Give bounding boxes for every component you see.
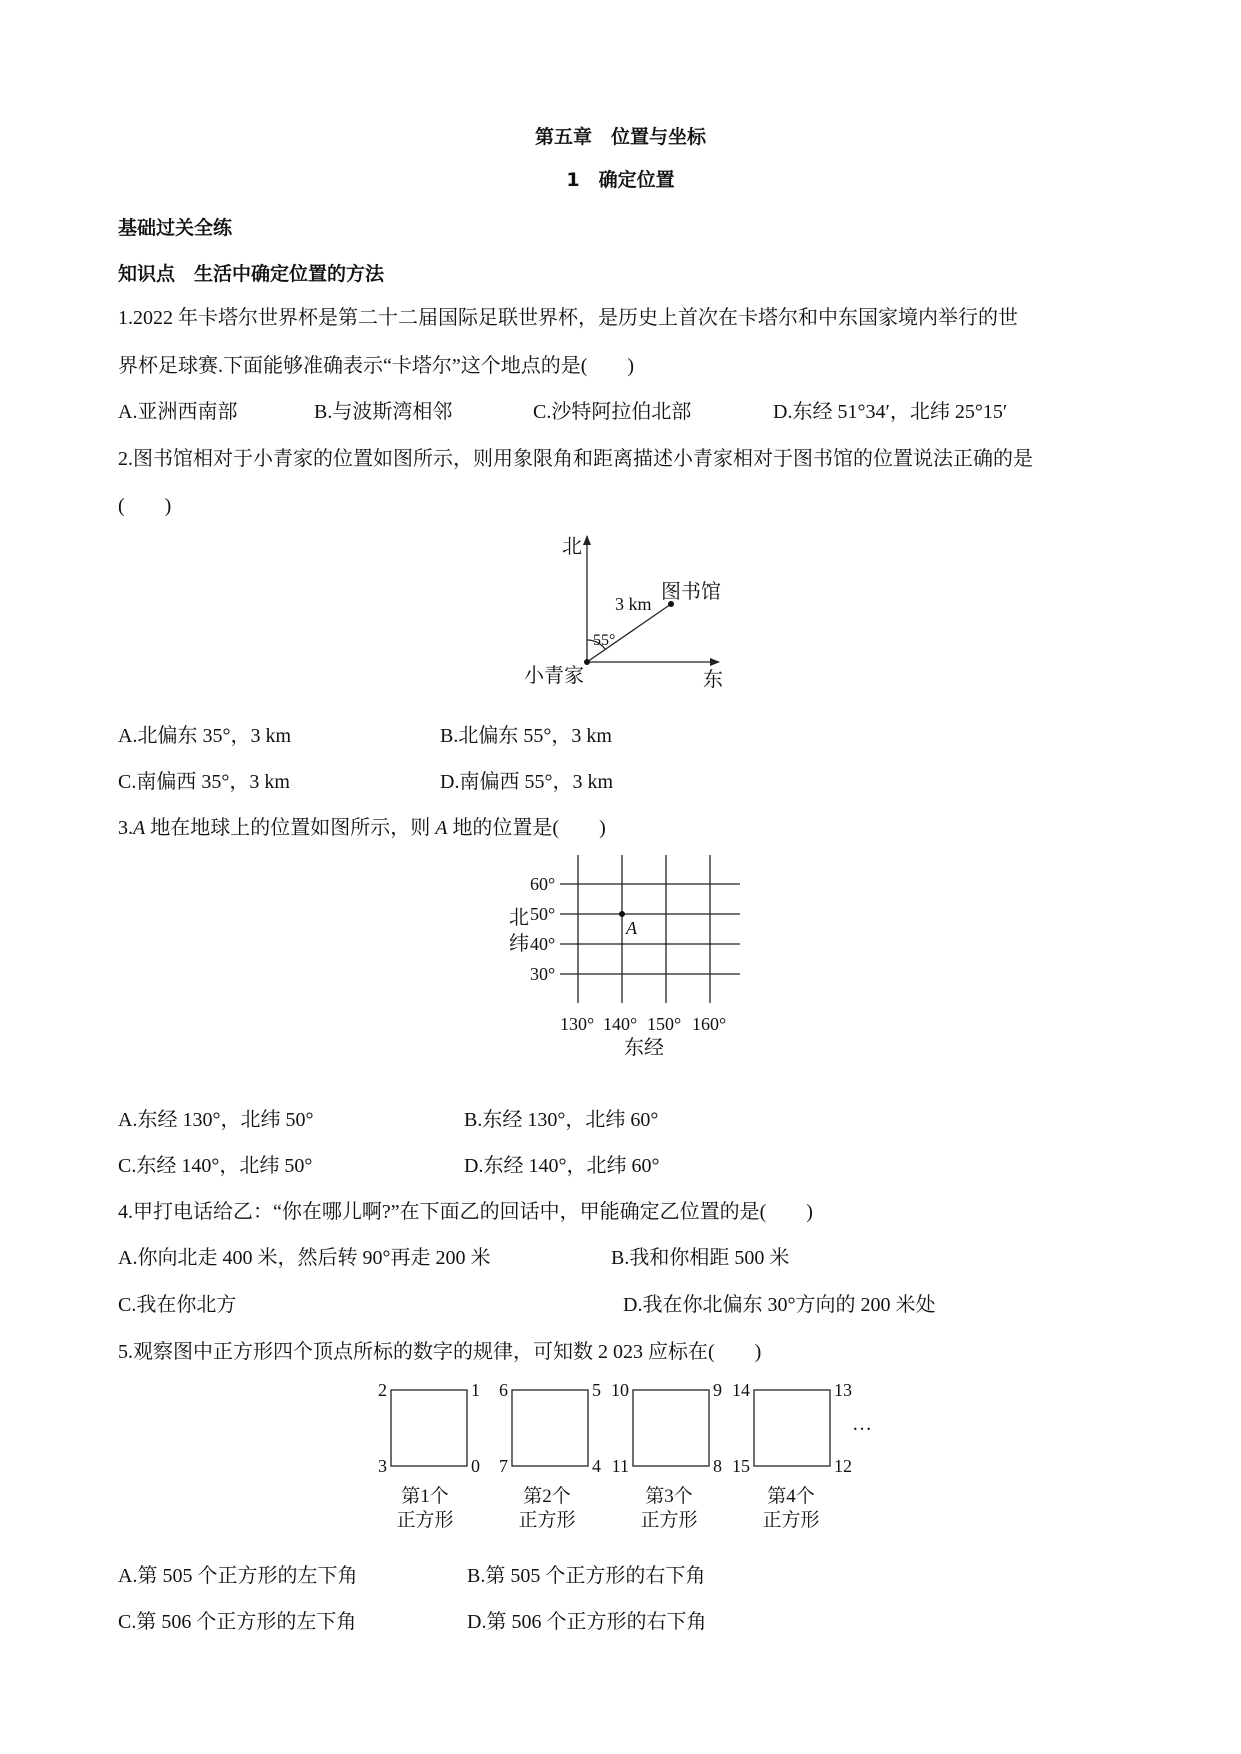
sq3-tr: 9: [713, 1380, 722, 1400]
q4-stem: 4.甲打电话给乙：“你在哪儿啊?”在下面乙的回话中，甲能确定乙位置的是( ): [118, 1201, 813, 1223]
sq2-bl: 7: [499, 1456, 508, 1476]
sq2-caption-1: 第2个: [523, 1486, 571, 1507]
sq1-tl: 2: [378, 1380, 387, 1400]
library-label: 图书馆: [661, 581, 721, 603]
q2-option-d: D.南偏西 55°，3 km: [440, 771, 613, 793]
sq4-bl: 15: [732, 1456, 750, 1476]
q1-option-d: D.东经 51°34′，北纬 25°15′: [773, 401, 1008, 423]
sq1-caption-1: 第1个: [401, 1486, 449, 1507]
q4-option-b: B.我和你相距 500 米: [611, 1247, 790, 1269]
angle-label: 55°: [593, 632, 616, 649]
lat-label-50: 50°: [530, 904, 556, 924]
q3-stem: 3.A 地在地球上的位置如图所示，则 A 地的位置是( ): [118, 817, 606, 839]
q5-option-b: B.第 505 个正方形的右下角: [467, 1565, 706, 1587]
q1-option-a: A.亚洲西南部: [118, 401, 238, 423]
sq4-tl: 14: [732, 1380, 750, 1400]
sq4-caption-1: 第4个: [767, 1486, 815, 1507]
origin-point: [584, 659, 590, 665]
knowledge-point-heading: 知识点 生活中确定位置的方法: [118, 263, 385, 285]
section-title: 1 确定位置: [566, 169, 675, 191]
sq1-br: 0: [471, 1456, 480, 1476]
q4-option-c: C.我在你北方: [118, 1294, 237, 1316]
distance-label: 3 km: [615, 594, 652, 614]
squares-ellipsis: …: [852, 1413, 872, 1435]
q3-var-a-1: A: [133, 817, 146, 839]
sq3-caption-1: 第3个: [645, 1486, 693, 1507]
q2-option-c: C.南偏西 35°，3 km: [118, 771, 290, 793]
q3-option-b: B.东经 130°，北纬 60°: [464, 1109, 659, 1131]
q3-option-a: A.东经 130°，北纬 50°: [118, 1109, 314, 1131]
q4-option-a: A.你向北走 400 米，然后转 90°再走 200 米: [118, 1247, 491, 1269]
lat-label-60: 60°: [530, 874, 556, 894]
q5-stem: 5.观察图中正方形四个顶点所标的数字的规律，可知数 2 023 应标在( ): [118, 1341, 762, 1363]
lon-label-160: 160°: [692, 1014, 727, 1034]
q2-stem-line2: ( ): [118, 495, 172, 517]
lon-label-130: 130°: [560, 1014, 595, 1034]
lat-label-30: 30°: [530, 964, 556, 984]
practice-heading: 基础过关全练: [118, 217, 233, 239]
q1-stem-line1: 1.2022 年卡塔尔世界杯是第二十二届国际足联世界杯，是历史上首次在卡塔尔和中东国家境内举行的世: [118, 307, 1018, 329]
q2-option-b: B.北偏东 55°，3 km: [440, 725, 612, 747]
lon-label-150: 150°: [647, 1014, 682, 1034]
sq4-tr: 13: [834, 1380, 852, 1400]
point-a-label: A: [626, 918, 637, 938]
sq4-br: 12: [834, 1456, 852, 1476]
q3-option-c: C.东经 140°，北纬 50°: [118, 1155, 313, 1177]
q4-option-d: D.我在你北偏东 30°方向的 200 米处: [623, 1294, 936, 1316]
q5-option-c: C.第 506 个正方形的左下角: [118, 1611, 357, 1633]
lat-axis-label-2: 纬: [509, 933, 529, 955]
compass-figure: [524, 536, 723, 691]
sq1-tr: 1: [471, 1380, 480, 1400]
sq4-caption-2: 正方形: [762, 1510, 820, 1531]
sq2-br: 4: [592, 1456, 601, 1476]
sq1-bl: 3: [378, 1456, 387, 1476]
sq2-tl: 6: [499, 1380, 508, 1400]
square-1: [391, 1390, 467, 1466]
origin-label: 小青家: [524, 665, 584, 687]
squares-figure: [378, 1380, 872, 1531]
sq3-caption-2: 正方形: [640, 1510, 698, 1531]
sq3-bl: 11: [611, 1456, 629, 1476]
point-a: [619, 911, 625, 917]
square-2: [512, 1390, 588, 1466]
q1-option-b: B.与波斯湾相邻: [314, 401, 453, 423]
q2-option-a: A.北偏东 35°，3 km: [118, 725, 291, 747]
north-label: 北: [562, 536, 582, 558]
chapter-title: 第五章 位置与坐标: [534, 126, 706, 148]
sq3-br: 8: [713, 1456, 722, 1476]
q2-stem-line1: 2.图书馆相对于小青家的位置如图所示，则用象限角和距离描述小青家相对于图书馆的位置说法正确的是: [118, 448, 1033, 470]
q3-option-d: D.东经 140°，北纬 60°: [464, 1155, 660, 1177]
square-4: [754, 1390, 830, 1466]
latlon-grid-figure: [509, 855, 740, 1059]
east-label: 东: [703, 669, 723, 691]
lon-axis-label: 东经: [624, 1037, 664, 1059]
q5-option-a: A.第 505 个正方形的左下角: [118, 1565, 358, 1587]
sq3-tl: 10: [611, 1380, 629, 1400]
sq2-tr: 5: [592, 1380, 601, 1400]
q1-stem-line2: 界杯足球赛.下面能够准确表示“卡塔尔”这个地点的是( ): [118, 355, 635, 377]
sq1-caption-2: 正方形: [396, 1510, 454, 1531]
q1-option-c: C.沙特阿拉伯北部: [533, 401, 692, 423]
sq2-caption-2: 正方形: [518, 1510, 576, 1531]
lat-axis-label-1: 北: [509, 907, 529, 929]
lat-label-40: 40°: [530, 934, 556, 954]
square-3: [633, 1390, 709, 1466]
q3-var-a-2: A: [435, 817, 448, 839]
q5-option-d: D.第 506 个正方形的右下角: [467, 1611, 707, 1633]
lon-label-140: 140°: [603, 1014, 638, 1034]
